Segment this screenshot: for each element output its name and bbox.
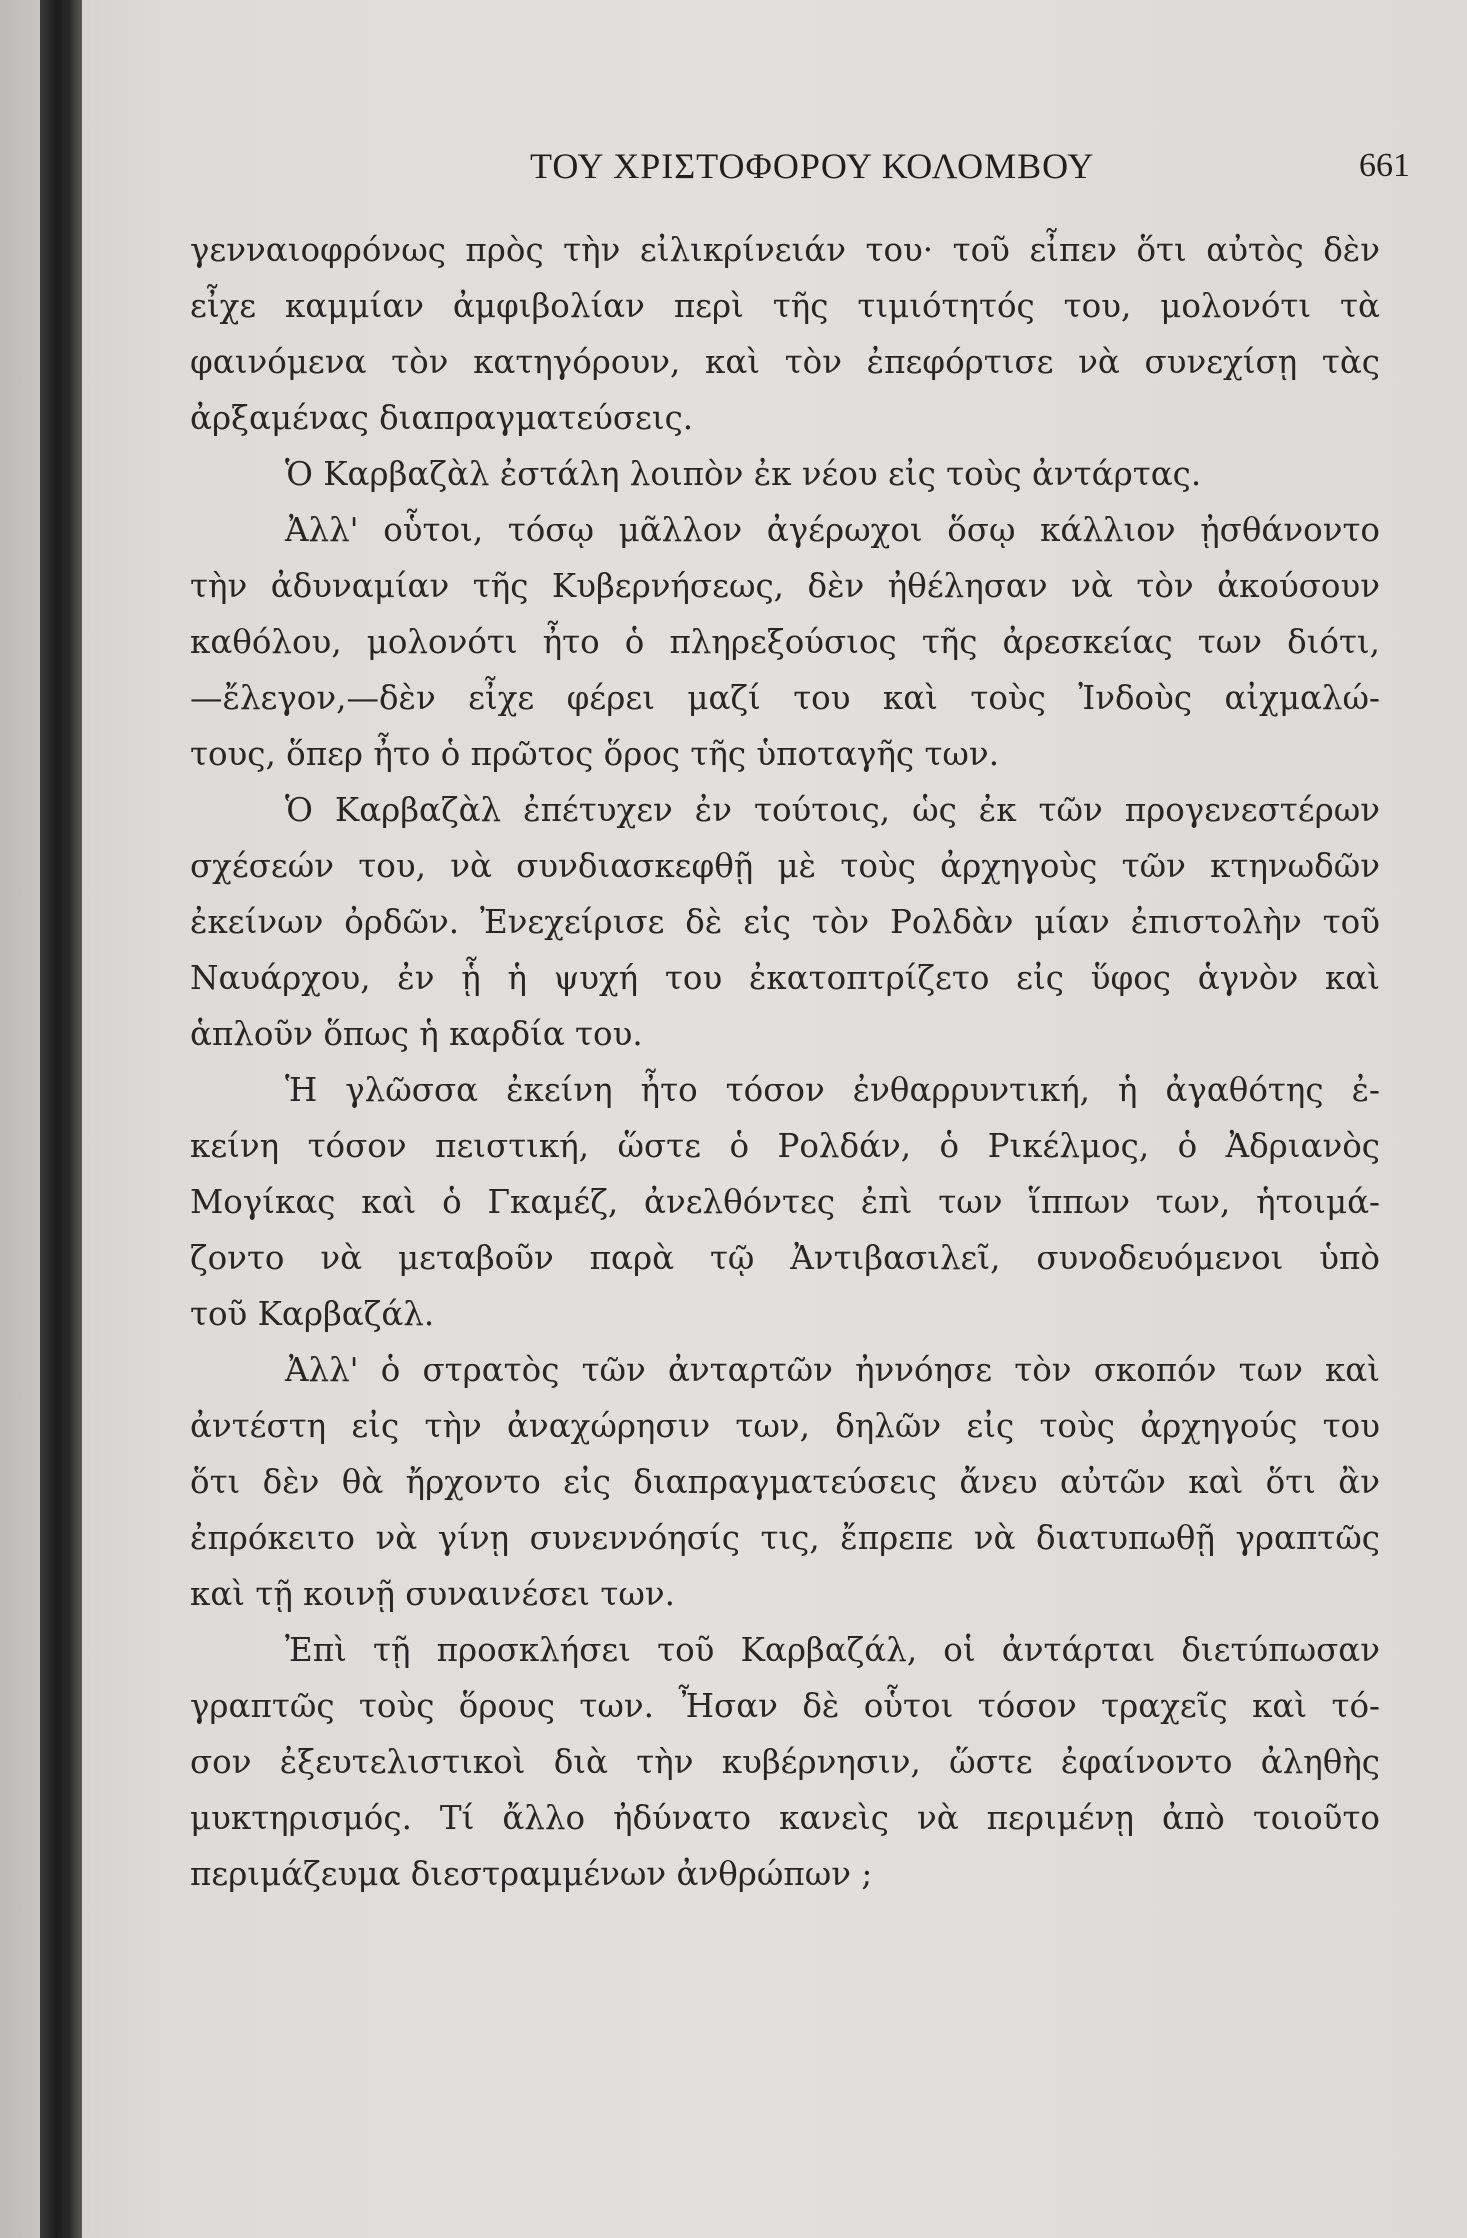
text-line: Ὁ Καρβαζὰλ ἐπέτυχεν ἐν τούτοις, ὡς ἐκ τῶν προγενεστέρων <box>285 791 1380 829</box>
text-line: καὶ τῇ κοινῇ συναινέσει των. <box>190 1575 675 1613</box>
page-header <box>200 145 1410 195</box>
page-edge <box>0 0 40 2238</box>
text-line: Μογίκας καὶ ὁ Γκαμέζ, ἀνελθόντες ἐπὶ των ἵππων των, ἡτοιμά- <box>190 1183 1380 1221</box>
text-line: φαινόμενα τὸν κατηγόρουν, καὶ τὸν ἐπεφόρτισε νὰ συνεχίσῃ τὰς <box>190 343 1380 381</box>
text-line: Ἀλλ' οὗτοι, τόσῳ μᾶλλον ἀγέρωχοι ὅσῳ κάλλιον ᾐσθάνοντο <box>285 511 1380 549</box>
text-line: ἐκείνων ὀρδῶν. Ἐνεχείρισε δὲ εἰς τὸν Ρολδὰν μίαν ἐπιστολὴν τοῦ <box>190 903 1380 941</box>
text-line: ἐπρόκειτο νὰ γίνῃ συνεννόησίς τις, ἔπρεπε νὰ διατυπωθῇ γραπτῶς <box>190 1519 1380 1557</box>
text-line: Ἀλλ' ὁ στρατὸς τῶν ἀνταρτῶν ἠννόησε τὸν σκοπόν των καὶ <box>285 1351 1380 1389</box>
text-line: γραπτῶς τοὺς ὅρους των. Ἦσαν δὲ οὗτοι τόσον τραχεῖς καὶ τό- <box>190 1687 1380 1725</box>
text-line: καθόλου, μολονότι ἦτο ὁ πληρεξούσιος τῆς ἀρεσκείας των διότι, <box>190 623 1380 661</box>
text-line: σον ἐξευτελιστικοὶ διὰ τὴν κυβέρνησιν, ὥστε ἐφαίνοντο ἀληθὴς <box>190 1743 1380 1781</box>
body-text <box>190 222 1380 1902</box>
book-gutter-shadow <box>40 0 82 2238</box>
text-line: ἀρξαμένας διαπραγματεύσεις. <box>190 399 694 437</box>
text-line: ἀντέστη εἰς τὴν ἀναχώρησιν των, δηλῶν εἰς τοὺς ἀρχηγούς του <box>190 1407 1380 1445</box>
text-line: εἶχε καμμίαν ἀμφιβολίαν περὶ τῆς τιμιότητός του, μολονότι τὰ <box>190 287 1380 325</box>
text-line: ζοντο νὰ μεταβοῦν παρὰ τῷ Ἀντιβασιλεῖ, συνοδευόμενοι ὑπὸ <box>190 1239 1380 1277</box>
text-line: κείνη τόσον πειστική, ὥστε ὁ Ρολδάν, ὁ Ρικέλμος, ὁ Ἀδριανὸς <box>190 1127 1380 1165</box>
text-line: περιμάζευμα διεστραμμένων ἀνθρώπων ; <box>190 1855 873 1893</box>
text-line: τὴν ἀδυναμίαν τῆς Κυβερνήσεως, δὲν ἠθέλησαν νὰ τὸν ἀκούσουν <box>190 567 1380 605</box>
page-number: 661 <box>1359 147 1410 184</box>
text-line: τους, ὅπερ ἦτο ὁ πρῶτος ὅρος τῆς ὑποταγῆς των. <box>190 735 1000 773</box>
text-line: —ἔλεγον,—δὲν εἶχε φέρει μαζί του καὶ τοὺς Ἰνδοὺς αἰχμαλώ- <box>190 679 1380 717</box>
text-line: μυκτηρισμός. Τί ἄλλο ἠδύνατο κανεὶς νὰ περιμένῃ ἀπὸ τοιοῦτο <box>190 1799 1380 1837</box>
text-line: Ναυάρχου, ἐν ᾗ ἡ ψυχή του ἐκατοπτρίζετο εἰς ὕφος ἁγνὸν καὶ <box>190 959 1380 997</box>
running-title: ΤΟΥ ΧΡΙΣΤΟΦΟΡΟΥ ΚΟΛΟΜΒΟΥ <box>530 146 1095 186</box>
text-line: Ὁ Καρβαζὰλ ἐστάλη λοιπὸν ἐκ νέου εἰς τοὺς ἀντάρτας. <box>285 455 1202 493</box>
text-line: ἁπλοῦν ὅπως ἡ καρδία του. <box>190 1015 643 1053</box>
text-line: τοῦ Καρβαζάλ. <box>190 1295 435 1333</box>
text-line: γενναιοφρόνως πρὸς τὴν εἰλικρίνειάν του· τοῦ εἶπεν ὅτι αὐτὸς δὲν <box>190 231 1380 269</box>
text-line: Ἡ γλῶσσα ἐκείνη ἦτο τόσον ἐνθαρρυντική, ἡ ἀγαθότης ἐ- <box>285 1071 1380 1109</box>
text-line: σχέσεών του, νὰ συνδιασκεφθῇ μὲ τοὺς ἀρχηγοὺς τῶν κτηνωδῶν <box>190 847 1380 885</box>
text-line: Ἐπὶ τῇ προσκλήσει τοῦ Καρβαζάλ, οἱ ἀντάρται διετύπωσαν <box>285 1631 1380 1669</box>
text-line: ὅτι δὲν θὰ ἤρχοντο εἰς διαπραγματεύσεις ἄνευ αὐτῶν καὶ ὅτι ἂν <box>190 1463 1380 1501</box>
